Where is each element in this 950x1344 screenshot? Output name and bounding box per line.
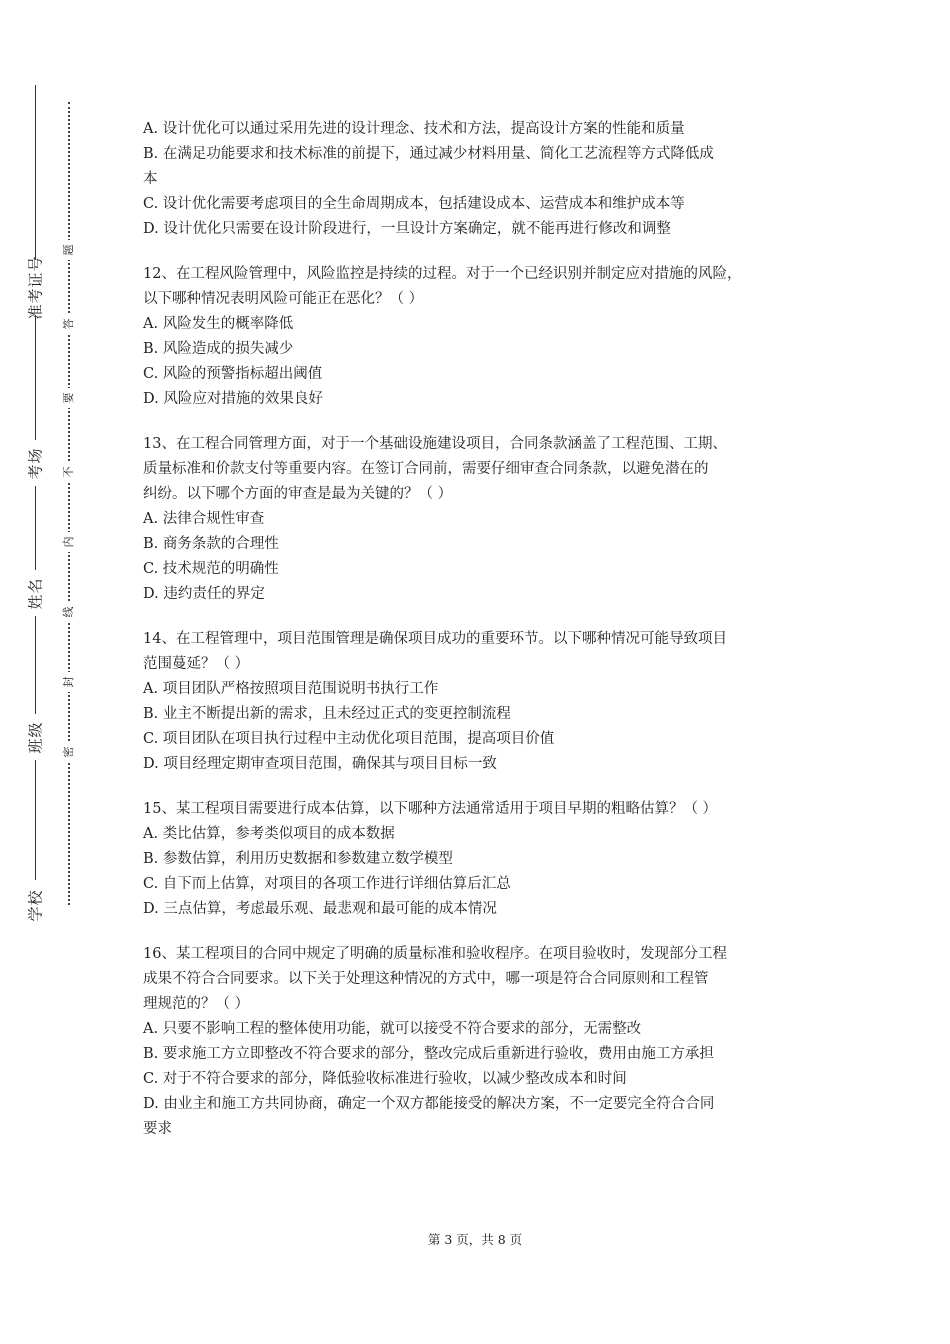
question-15 — [143, 797, 813, 922]
class-label: 班级 — [26, 720, 45, 754]
option-line: D. 三点估算，考虑最乐观、最悲观和最可能的成本情况 — [143, 901, 497, 917]
option-line: D. 设计优化只需要在设计阶段进行，一旦设计方案确定，就不能再进行修改和调整 — [143, 221, 671, 237]
question-12 — [143, 262, 813, 412]
option-line: C. 技术规范的明确性 — [143, 561, 279, 577]
option-line: B. 在满足功能要求和技术标准的前提下，通过减少材料用量、简化工艺流程等方式降低成 — [143, 146, 714, 162]
seal-dotted-line — [68, 102, 70, 905]
question-16 — [143, 942, 813, 1142]
seal-char: 题 — [61, 240, 77, 260]
option-line: C. 项目团队在项目执行过程中主动优化项目范围，提高项目价值 — [143, 731, 555, 747]
question-14 — [143, 627, 813, 777]
name-label: 姓名 — [26, 576, 45, 610]
option-line: D. 项目经理定期审查项目范围，确保其与项目目标一致 — [143, 756, 497, 772]
exam-number-label-box — [22, 254, 48, 320]
exam-room-label: 考场 — [26, 446, 45, 480]
margin-rule-line — [35, 616, 36, 714]
seal-char: 不 — [61, 462, 77, 482]
question-stem-line: 16、某工程项目的合同中规定了明确的质量标准和验收程序。在项目验收时，发现部分工程 — [143, 946, 727, 962]
option-line: C. 自下而上估算，对项目的各项工作进行详细估算后汇总 — [143, 876, 511, 892]
question-stem-line: 以下哪种情况表明风险可能正在恶化？（ ） — [143, 291, 424, 307]
seal-char: 答 — [61, 314, 77, 334]
seal-char: 线 — [61, 602, 77, 622]
option-line: B. 风险造成的损失减少 — [143, 341, 294, 357]
question-stem-line: 范围蔓延？（ ） — [143, 656, 250, 672]
question-stem-line: 15、某工程项目需要进行成本估算，以下哪种方法通常适用于项目早期的粗略估算？（ ） — [143, 801, 718, 817]
question-stem-line: 质量标准和价款支付等重要内容。在签订合同前，需要仔细审查合同条款，以避免潜在的 — [143, 461, 709, 477]
name-label-box — [22, 576, 48, 610]
option-line: A. 类比估算，参考类似项目的成本数据 — [143, 826, 395, 842]
option-line: C. 对于不符合要求的部分，降低验收标准进行验收，以减少整改成本和时间 — [143, 1071, 627, 1087]
margin-rule-line — [35, 85, 36, 260]
seal-char: 密 — [61, 742, 77, 762]
page-number: 第 3 页，共 8 页 — [427, 1232, 523, 1247]
margin-rule-line — [35, 315, 36, 440]
option-line: D. 违约责任的界定 — [143, 586, 265, 602]
school-label: 学校 — [26, 888, 45, 922]
question-stem-line: 14、在工程管理中，项目范围管理是确保项目成功的重要环节。以下哪种情况可能导致项目 — [143, 631, 727, 647]
option-line: A. 设计优化可以通过采用先进的设计理念、技术和方法，提高设计方案的性能和质量 — [143, 121, 685, 137]
seal-char: 内 — [61, 532, 77, 552]
option-line: 本 — [143, 171, 158, 187]
class-label-box — [22, 720, 48, 754]
page-footer — [0, 1230, 950, 1248]
question-stem-line: 13、在工程合同管理方面，对于一个基础设施建设项目，合同条款涵盖了工程范围、工期、 — [143, 436, 727, 452]
question-content — [143, 117, 813, 1142]
option-line: C. 设计优化需要考虑项目的全生命周期成本，包括建设成本、运营成本和维护成本等 — [143, 196, 685, 212]
option-line: D. 由业主和施工方共同协商，确定一个双方都能接受的解决方案，不一定要完全符合合同 — [143, 1096, 715, 1112]
option-line: A. 只要不影响工程的整体使用功能，就可以接受不符合要求的部分，无需整改 — [143, 1021, 642, 1037]
question-stem-line: 理规范的？（ ） — [143, 996, 250, 1012]
margin-rule-line — [35, 760, 36, 880]
seal-char: 封 — [61, 672, 77, 692]
option-line: B. 业主不断提出新的需求，且未经过正式的变更控制流程 — [143, 706, 511, 722]
school-label-box — [22, 888, 48, 922]
question-13 — [143, 432, 813, 607]
question-stem-line: 12、在工程风险管理中，风险监控是持续的过程。对于一个已经识别并制定应对措施的风险， — [143, 266, 742, 282]
question-stem-line: 纠纷。以下哪个方面的审查是最为关键的？（ ） — [143, 486, 453, 502]
exam-number-label: 准考证号 — [26, 254, 45, 320]
margin-rule-line — [35, 486, 36, 570]
option-line: B. 参数估算，利用历史数据和参数建立数学模型 — [143, 851, 453, 867]
option-line: A. 项目团队严格按照项目范围说明书执行工作 — [143, 681, 439, 697]
option-line: 要求 — [143, 1121, 172, 1137]
question-stem-line: 成果不符合合同要求。以下关于处理这种情况的方式中，哪一项是符合合同原则和工程管 — [143, 971, 709, 987]
option-line: A. 法律合规性审查 — [143, 511, 265, 527]
option-line: C. 风险的预警指标超出阈值 — [143, 366, 323, 382]
option-line: B. 商务条款的合理性 — [143, 536, 279, 552]
seal-char: 要 — [61, 388, 77, 408]
option-line: D. 风险应对措施的效果良好 — [143, 391, 323, 407]
option-line: A. 风险发生的概率降低 — [143, 316, 294, 332]
option-line: B. 要求施工方立即整改不符合要求的部分，整改完成后重新进行验收，费用由施工方承担 — [143, 1046, 714, 1062]
exam-room-label-box — [22, 446, 48, 480]
prev-question-options — [143, 117, 813, 242]
